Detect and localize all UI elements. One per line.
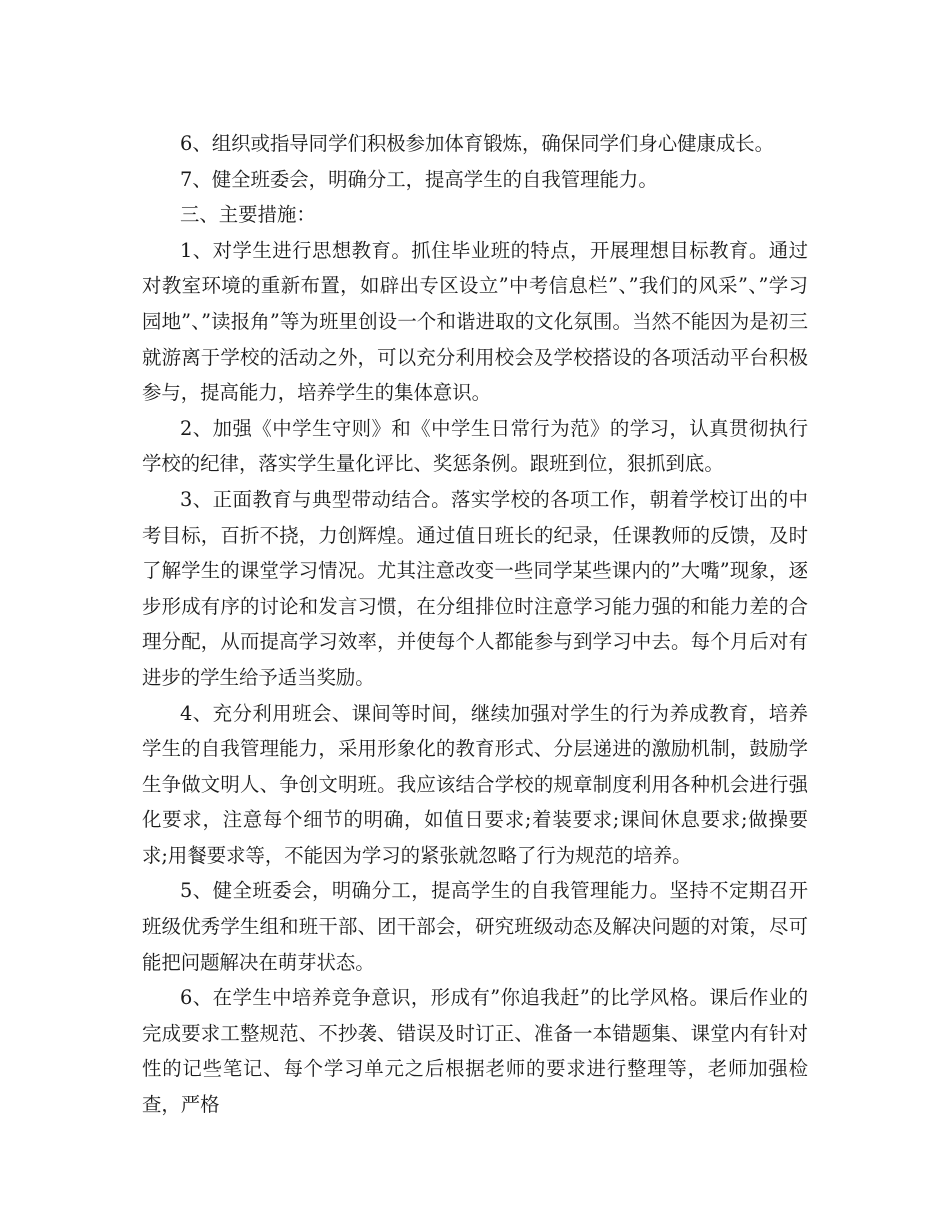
paragraph-measure-6-competition: 6、在学生中培养竞争意识，形成有”你追我赶”的比学风格。课后作业的完成要求工整规范、不抄袭、错误及时订正、准备一本错题集、课堂内有针对性的记些笔记、每个学习单元之后根据老师的要求进行整理等，老师加强检查，严格 bbox=[142, 986, 808, 1117]
paragraph-measure-5-class-committee: 5、健全班委会，明确分工，提高学生的自我管理能力。坚持不定期召开班级优秀学生组和班干部、团干部会，研究班级动态及解决问题的对策，尽可能把问题解决在萌芽状态。 bbox=[142, 879, 808, 974]
paragraph-measure-4-behavior-habits: 4、充分利用班会、课间等时间，继续加强对学生的行为养成教育，培养学生的自我管理能力，采用形象化的教育形式、分层递进的激励机制，鼓励学生争做文明人、争创文明班。我应该结合学校的规章制度利用各种机会进行强化要求，注意每个细节的明确，如值日要求;着装要求;课间休息要求;做操要求;用餐要求等，不能因为学习的紧张就忽略了行为规范的培养。 bbox=[142, 701, 808, 867]
document-body bbox=[142, 126, 808, 1123]
paragraph-item-7-class-committee: 7、健全班委会，明确分工，提高学生的自我管理能力。 bbox=[180, 167, 658, 191]
paragraph-item-6-sports: 6、组织或指导同学们积极参加体育锻炼，确保同学们身心健康成长。 bbox=[180, 132, 775, 155]
paragraph-measure-3-positive-education: 3、正面教育与典型带动结合。落实学校的各项工作，朝着学校订出的中考目标，百折不挠，力创辉煌。通过值日班长的纪录，任课教师的反馈，及时了解学生的课堂学习情况。尤其注意改变一些同学某些课内的”大嘴”现象，逐步形成有序的讨论和发言习惯，在分组排位时注意学习能力强的和能力差的合理分配，从而提高学习效率，并使每个人都能参与到学习中去。每个月后对有进步的学生给予适当奖励。 bbox=[142, 487, 808, 689]
paragraph-measure-1-ideological-education: 1、对学生进行思想教育。抓住毕业班的特点，开展理想目标教育。通过对教室环境的重新布置，如辟出专区设立”中考信息栏”、”我们的风采”、”学习园地”、”读报角”等为班里创设一个和谐进取的文化氛围。当然不能因为是初三就游离于学校的活动之外，可以充分利用校会及学校搭设的各项活动平台积极参与，提高能力，培养学生的集体意识。 bbox=[142, 238, 808, 405]
section-heading-main-measures: 三、主要措施： bbox=[180, 203, 316, 227]
paragraph-measure-2-code-of-conduct: 2、加强《中学生守则》和《中学生日常行为范》的学习，认真贯彻执行学校的纪律，落实学生量化评比、奖惩条例。跟班到位，狠抓到底。 bbox=[142, 416, 808, 476]
